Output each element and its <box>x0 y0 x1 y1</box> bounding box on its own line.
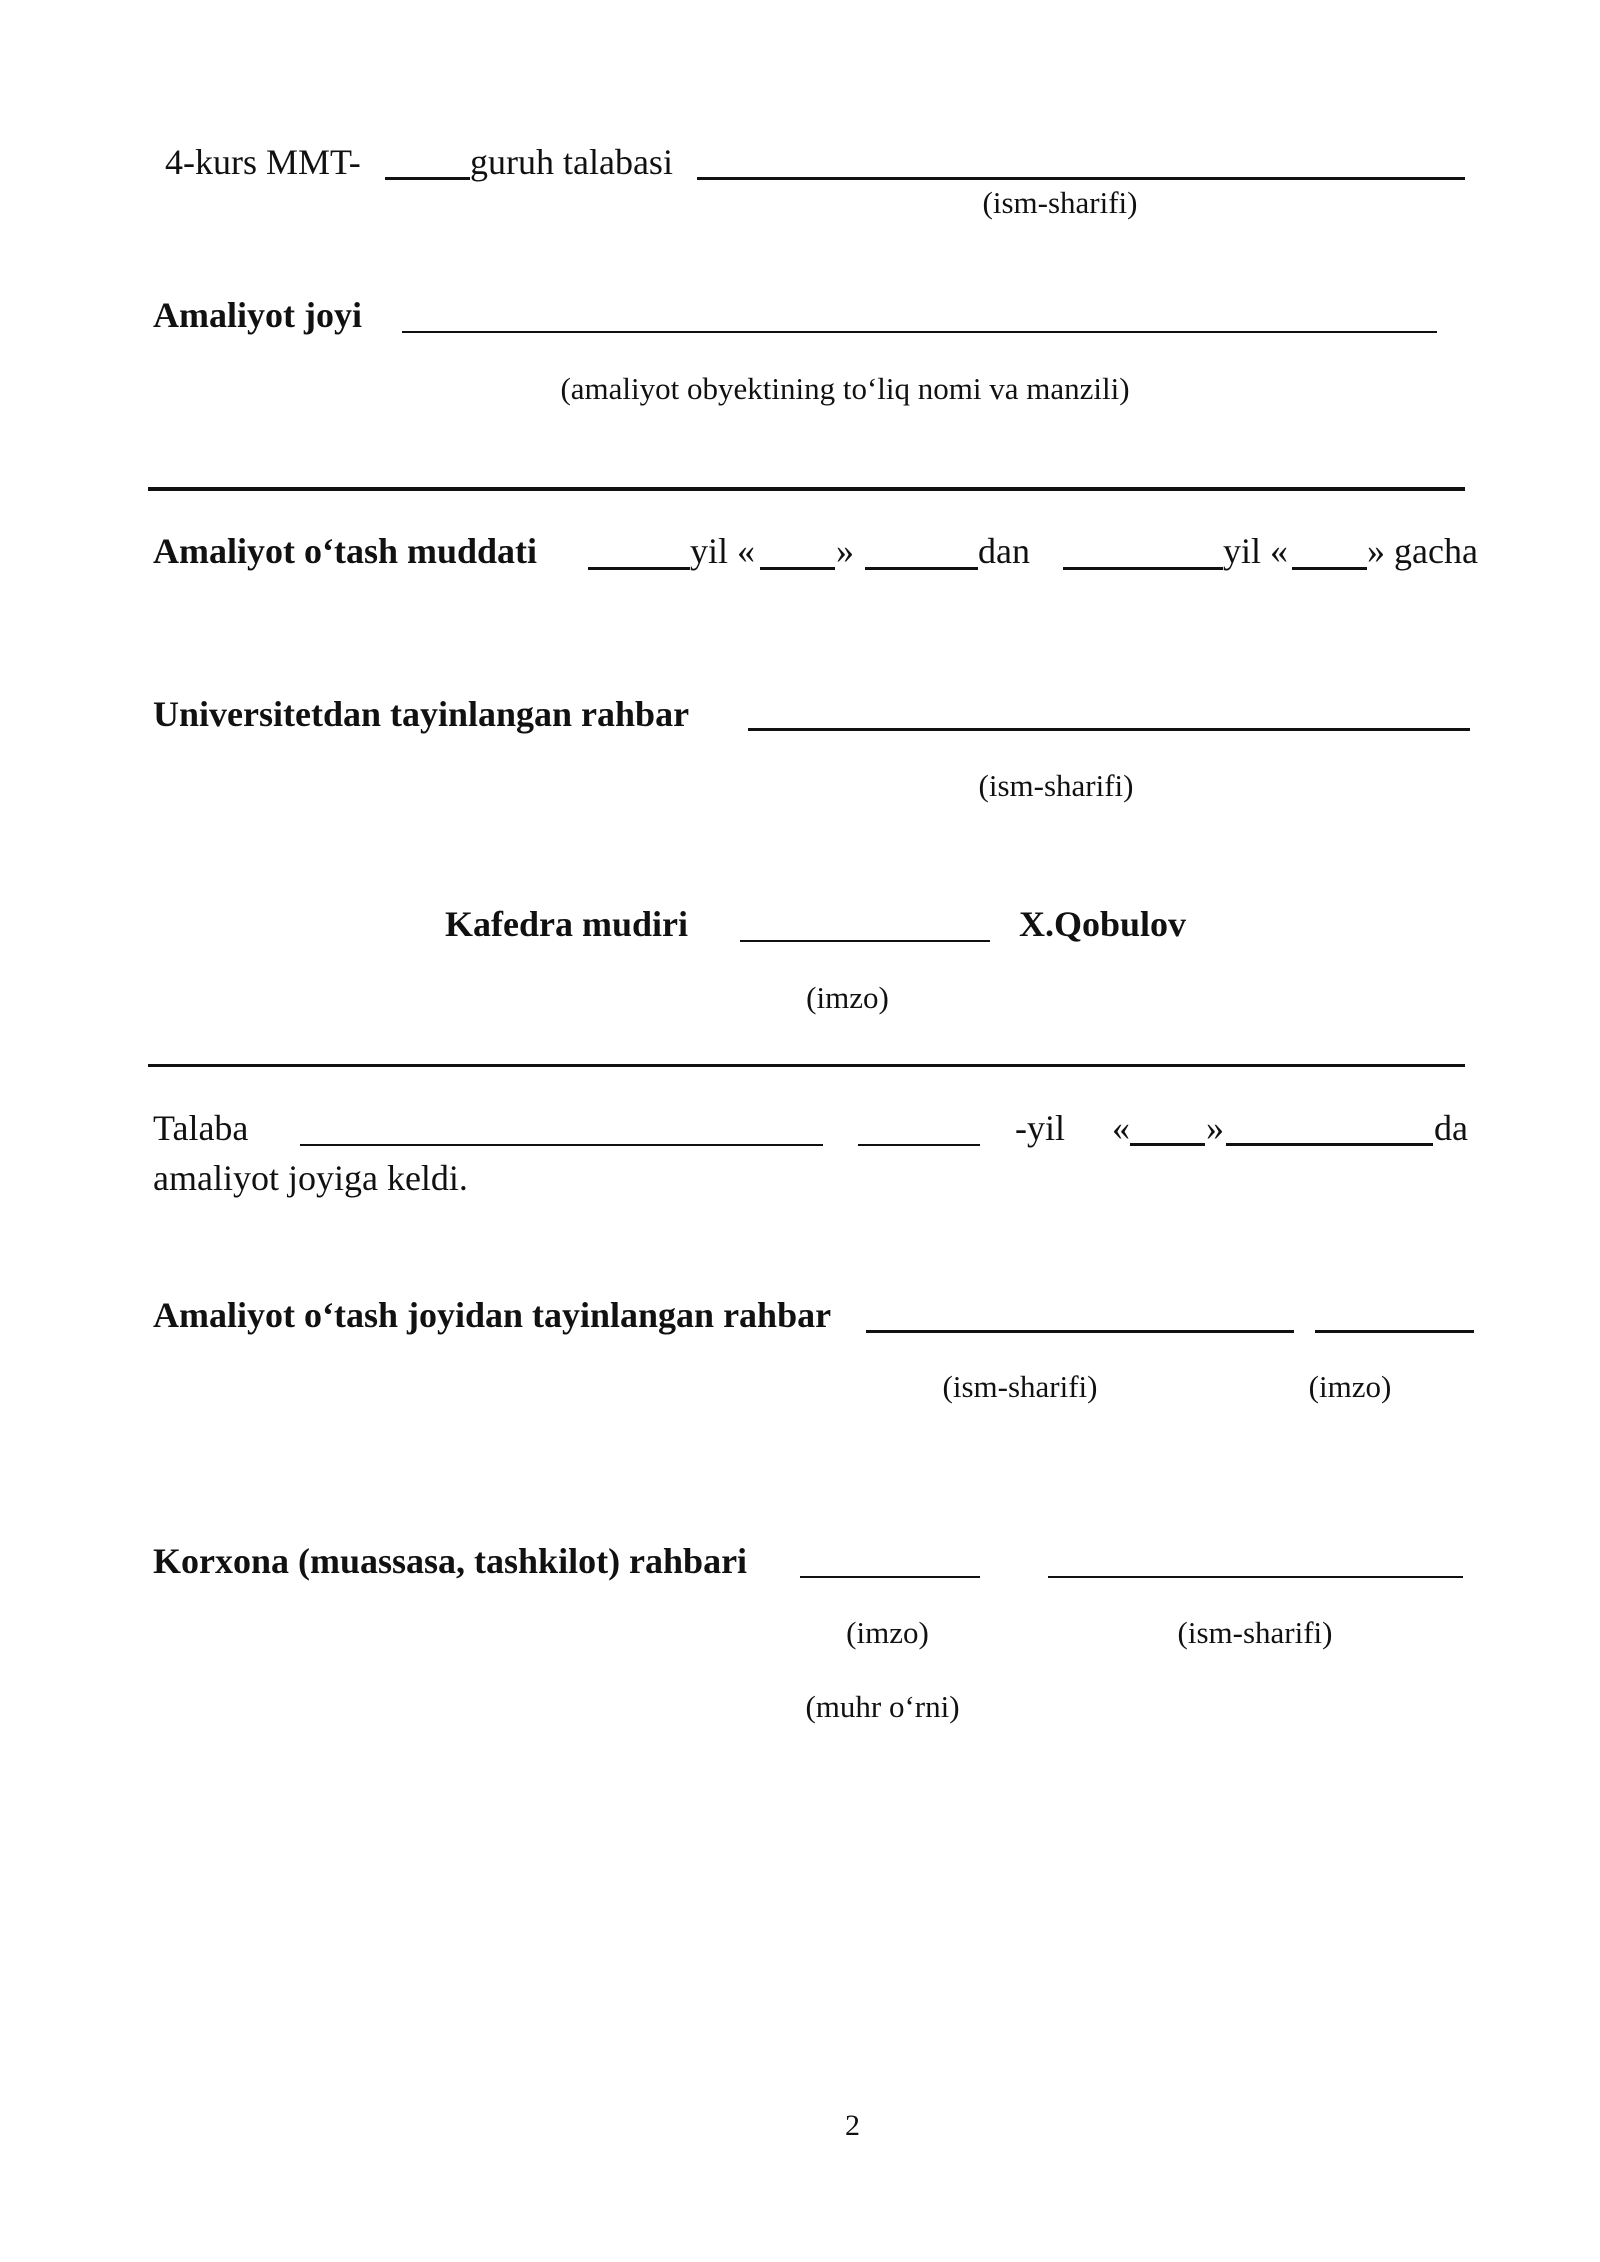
start-day-line[interactable] <box>760 567 835 570</box>
site-supervisor-signature-caption: (imzo) <box>1308 1369 1392 1404</box>
end-year-line[interactable] <box>1063 567 1223 570</box>
site-supervisor-name-line[interactable] <box>866 1330 1294 1333</box>
organization-head-signature-caption: (imzo) <box>846 1615 929 1650</box>
department-head-signature-caption: (imzo) <box>806 980 889 1015</box>
course-prefix: 4-kurs MMT- <box>165 142 361 182</box>
practice-place-label: Amaliyot joyi <box>153 295 362 335</box>
student-name-line[interactable] <box>697 177 1465 180</box>
student-arrival-name-line[interactable] <box>300 1144 823 1146</box>
section-divider <box>148 1064 1465 1067</box>
arrival-year-line[interactable] <box>858 1144 980 1146</box>
arrival-da-text: da <box>1434 1108 1468 1148</box>
university-supervisor-caption: (ism-sharifi) <box>978 768 1134 803</box>
university-supervisor-label: Universitetdan tayinlangan rahbar <box>153 694 690 734</box>
arrival-continuation-text: amaliyot joyiga keldi. <box>153 1158 468 1198</box>
stamp-place-caption: (muhr o‘rni) <box>805 1689 960 1724</box>
organization-head-signature-line[interactable] <box>800 1576 980 1578</box>
arrival-day-line[interactable] <box>1130 1143 1205 1146</box>
organization-head-label: Korxona (muassasa, tashkilot) rahbari <box>153 1541 748 1581</box>
site-supervisor-label: Amaliyot o‘tash joyidan tayinlangan rahbar <box>153 1295 832 1335</box>
group-suffix: guruh talabasi <box>470 142 673 182</box>
start-month-line[interactable] <box>865 567 978 570</box>
student-arrival-label: Talaba <box>153 1108 249 1148</box>
practice-place-caption: (amaliyot obyektining to‘liq nomi va manzili) <box>560 371 1130 406</box>
department-head-label: Kafedra mudiri <box>445 904 688 944</box>
arrival-quote-close: » <box>1206 1108 1224 1148</box>
start-yil-text: yil « <box>690 531 756 571</box>
gacha-text: » gacha <box>1367 531 1478 571</box>
group-number-line[interactable] <box>385 177 470 180</box>
organization-head-name-line[interactable] <box>1048 1576 1463 1578</box>
practice-period-label: Amaliyot o‘tash muddati <box>153 531 538 571</box>
practice-place-line[interactable] <box>402 331 1437 333</box>
student-name-caption: (ism-sharifi) <box>982 185 1138 220</box>
arrival-month-line[interactable] <box>1226 1143 1433 1146</box>
page-number: 2 <box>845 2109 860 2142</box>
end-yil-text: yil « <box>1223 531 1289 571</box>
site-supervisor-signature-line[interactable] <box>1315 1330 1474 1333</box>
end-day-line[interactable] <box>1292 567 1367 570</box>
department-head-name: X.Qobulov <box>1019 904 1187 944</box>
department-head-signature-line[interactable] <box>740 940 990 942</box>
dan-text: dan <box>978 531 1030 571</box>
arrival-yil-text: -yil <box>1015 1108 1065 1148</box>
practice-place-line-2[interactable] <box>148 487 1465 491</box>
arrival-quote-open: « <box>1112 1108 1130 1148</box>
start-year-line[interactable] <box>588 567 690 570</box>
organization-head-name-caption: (ism-sharifi) <box>1177 1615 1333 1650</box>
university-supervisor-line[interactable] <box>748 728 1470 731</box>
site-supervisor-name-caption: (ism-sharifi) <box>942 1369 1098 1404</box>
start-quote-close: » <box>836 531 854 571</box>
